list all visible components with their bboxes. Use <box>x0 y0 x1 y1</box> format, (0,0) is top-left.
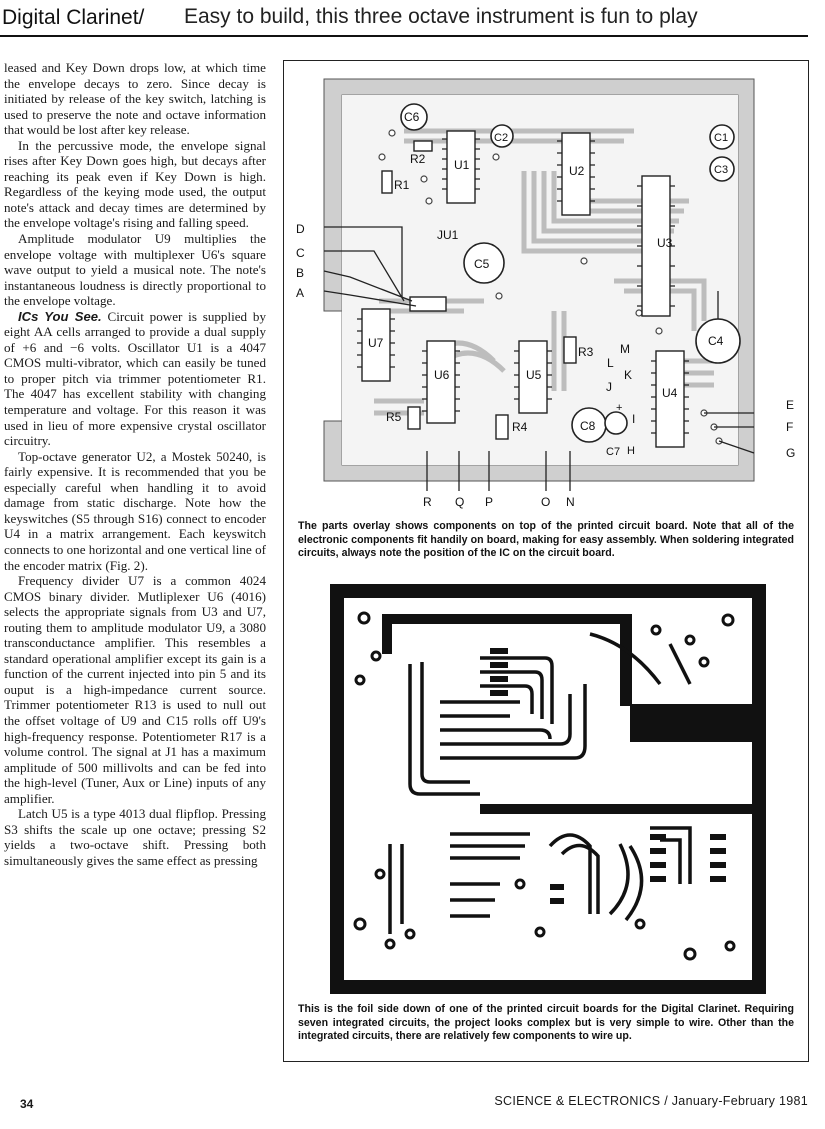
label-l: L <box>607 356 614 370</box>
article-tagline: Easy to build, this three octave instrument is fun to play <box>184 5 698 28</box>
label-u5: U5 <box>526 368 542 382</box>
body-text: Circuit power is supplied by eight AA cells arranged to provide a dual supply of +6 and −6 volts. Oscillator U1 is a 4047 CMOS multi-vibrator, which can easily be tuned to proper pitch via trimmer potentiometer R1. The 4047 has excellent stability with changing temperature and voltage. For this reason it was used in lieu of more expensive crystal oscillator circuitry. <box>4 308 266 449</box>
body-paragraph: In the percussive mode, the envelope signal rises after Key Down goes high, but decays after reaching its peak even if Key Down is high. Regardless of the keying mode used, the output note's attack and decay times are determined by the envelope voltage's rising and falling speed. <box>4 137 266 231</box>
label-u1: U1 <box>454 158 470 172</box>
label-u3: U3 <box>657 236 673 250</box>
section-title: Digital Clarinet/ <box>2 6 145 29</box>
label-c5: C5 <box>474 257 490 271</box>
label-g: G <box>786 446 796 460</box>
label-r3: R3 <box>578 345 594 359</box>
label-m: M <box>620 342 630 356</box>
body-paragraph <box>4 309 266 449</box>
capacitor-c7 <box>605 412 627 434</box>
resistor-r2 <box>414 141 432 151</box>
label-u6: U6 <box>434 368 450 382</box>
label-r: R <box>423 495 432 509</box>
label-f: F <box>786 420 794 434</box>
label-u2: U2 <box>569 164 585 178</box>
label-r5: R5 <box>386 410 402 424</box>
subhead-runin: ICs You See. <box>18 308 102 324</box>
figure-1-caption: The parts overlay shows components on top of the printed circuit board. Note that all of the electronic components fit handily on board, making for easy assembly. When soldering integrated circuits, always note the position of the IC on the circuit board. <box>298 520 794 559</box>
foil-side-figure <box>330 584 766 994</box>
resistor-r4 <box>496 415 508 439</box>
label-i: I <box>632 412 636 426</box>
label-d: D <box>296 222 305 236</box>
label-j: J <box>606 380 612 394</box>
ic-u6 <box>427 341 455 423</box>
label-r1: R1 <box>394 178 410 192</box>
resistor-r1 <box>382 171 392 193</box>
label-a: A <box>296 286 305 300</box>
article-body-column <box>4 60 266 868</box>
label-c6: C6 <box>404 110 420 124</box>
label-ju1: JU1 <box>437 228 459 242</box>
label-c8: C8 <box>580 419 596 433</box>
label-q: Q <box>455 495 465 509</box>
label-u4: U4 <box>662 386 678 400</box>
label-o: O <box>541 495 551 509</box>
body-paragraph: Latch U5 is a type 4013 dual flipflop. Pressing S3 shifts the scale up one octave; pressing S2 yields a two-octave shift. Pressing both simultaneously gives the same effect as pressing <box>4 806 266 868</box>
jumper-ju1-block <box>410 297 446 311</box>
figure-2-caption: This is the foil side down of one of the printed circuit boards for the Digital Clarinet. Requiring seven integrated circuits, the project looks complex but is very simple to wire. Other than the integrated circuits, there are relatively few components to wire up. <box>298 1003 794 1042</box>
body-paragraph: Frequency divider U7 is a common 4024 CMOS binary divider. Mutliplexer U6 (4016) selects the appropriate signals from U3 and U7, routing them to amplitude modulator U9, a 3080 transconductance amplifier. This resembles a standard operational amplifier except its gain is a function of the current injected into pin 5 and its ouput is a high-impedance current source. Trimmer potentiometer R13 is used to null out the offset voltage of U9 and C15 rolls off U9's high-frequency response. Potentiometer R17 is a volume control. The signal at J1 has a maximum amplitude of 500 millivolts and can be fed into the high-level (Tuner, Aux or Line) inputs of any amplifier. <box>4 573 266 806</box>
page-number: 34 <box>20 1097 34 1111</box>
foil-frame <box>330 584 766 994</box>
header-rule <box>0 35 808 37</box>
body-paragraph: Top-octave generator U2, a Mostek 50240, is fairly expensive. It is recommended that you be especially careful when handling it to avoid damage from static discharge. Note how the keyswitches (S5 through S16) connect to encoder U4 in a matrix arrangement. Each keyswitch connects to one horizontal and one vertical line of the encoder matrix (Fig. 2). <box>4 448 266 573</box>
resistor-r5 <box>408 407 420 429</box>
page-header <box>0 0 825 38</box>
label-b: B <box>296 266 305 280</box>
label-k: K <box>624 368 633 382</box>
label-c2: C2 <box>494 132 509 144</box>
label-e: E <box>786 398 795 412</box>
label-u7: U7 <box>368 336 384 350</box>
label-c7: C7 <box>606 446 621 458</box>
label-c4: C4 <box>708 334 724 348</box>
magazine-footer: SCIENCE & ELECTRONICS / January-February 1981 <box>494 1094 808 1108</box>
body-paragraph: leased and Key Down drops low, at which time the envelope decays to zero. Since decay is initiated by release of the key switch, latching is used to preserve the note and octave information that would be lost after key release. <box>4 60 266 138</box>
label-p: P <box>485 495 494 509</box>
label-r4: R4 <box>512 420 528 434</box>
label-h: H <box>627 445 635 457</box>
label-c3: C3 <box>714 164 729 176</box>
label-plus: + <box>616 402 623 414</box>
label-n: N <box>566 495 575 509</box>
parts-overlay-figure <box>284 61 806 521</box>
body-paragraph: Amplitude modulator U9 multiplies the envelope voltage with multiplexer U6's square wave output to yield a musical note. The note's instantaneous loudness is directly proportional to the envelope voltage. <box>4 231 266 309</box>
resistor-r3 <box>564 337 576 363</box>
label-c: C <box>296 246 305 260</box>
label-c1: C1 <box>714 132 729 144</box>
label-r2: R2 <box>410 152 426 166</box>
